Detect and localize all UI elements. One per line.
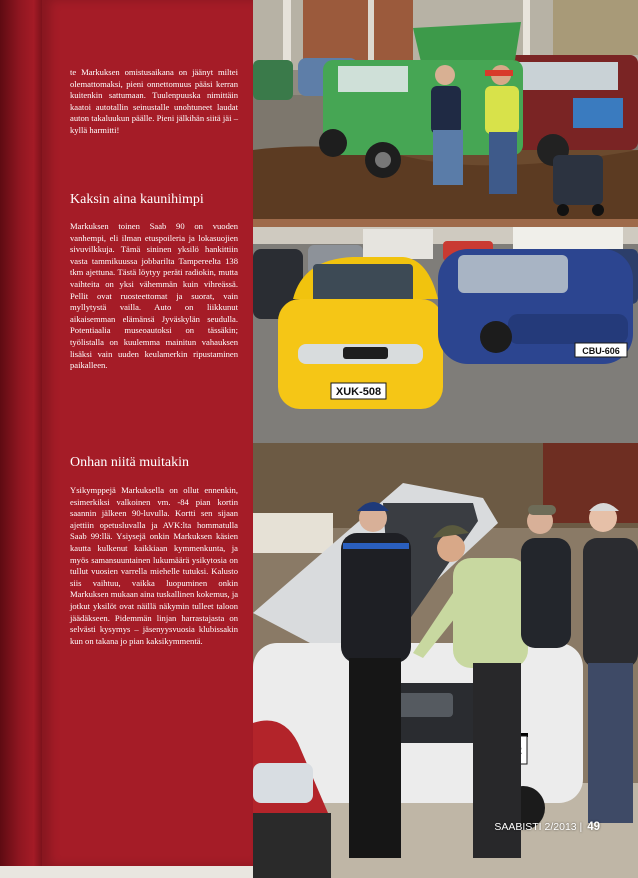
photo-yellow-blue-saabs — [253, 219, 638, 443]
section-body-muitakin: Ysikymppejä Markuksella on ollut ennenkin, esimerkiksi valkoinen vm. -84 pian kortin saannin jälkeen 90-luvulla. Kortti sen sijaan ajettiin opetusluvalla ja AVK:lta hommatulla Saab 99:llä. Ysiysejä onkin Markuksen käsien kautta kulkenut kaikkiaan kymmenkunta, ja myös samansuuntainen lukumäärä ysikytosia on tullut vuosien varrella miehelle tutuksi. Kalusto siis vaihtuu, vaikka luopuminen onkin Markuksen mukaan aina tuskallinen kokemus, ja jotkut yksilöt ovat näillä näkymin tulleet taloon jäädäkseen. Pidemmän linjan harrastajasta on selvästi kysymys – jäsenyysvuosia klubissakin kun on takana jo pian kaksikymmentä. — [70, 485, 239, 646]
photo-white-saab-hood — [253, 443, 638, 878]
magazine-spine — [0, 0, 42, 878]
page-number: 49 — [587, 821, 600, 833]
issue-label: SAABISTI 2/2013 | — [494, 821, 583, 833]
blue-car-plate: CBU-606 — [582, 346, 620, 356]
section-heading-muitakin: Onhan niitä muitakin — [70, 455, 189, 470]
article-intro-paragraph: te Markuksen omistusaikana on jäänyt miltei olemattomaksi, pieni onnettomuus pääsi kerran kuitenkin sattumaan. Tuulenpuuska nimittäin kaatoi autotallin seinustalle unohtuneet laudat auton takaluukun päälle. Pieni jälkihän siitä jäi – kyllä harmitti! — [70, 67, 238, 135]
section-body-kaksin: Markuksen toinen Saab 90 on vuoden vanhempi, eli ilman etuspoileria ja lokasuojien sivuvilkkuja. Tämä sininen yksilö hankittiin vasta tammikuussa jobbarilta Tampereelta 138 tkm ajettuna. Tästä löytyy peräti radiokin, mutta vaihteita on yksi vähemmän kuin vihreässä. Pellit ovat ruosteettomat ja suorat, vain myllytystä vailla. Auto on liikkunut aikaisemman elämänsä Jyväskylän seudulla. Potentiaalia museoautoksi on tässäkin; työlistalla on kuulemma mainitun vahauksen lisäksi vain uuden keulamerkin ripustaminen paikalleen. — [70, 221, 238, 371]
section-heading-kaksin: Kaksin aina kaunihimpi — [70, 192, 204, 207]
page-footer — [494, 821, 600, 833]
photo-green-saab — [253, 0, 638, 219]
yellow-car-plate: XUK-508 — [335, 386, 382, 398]
